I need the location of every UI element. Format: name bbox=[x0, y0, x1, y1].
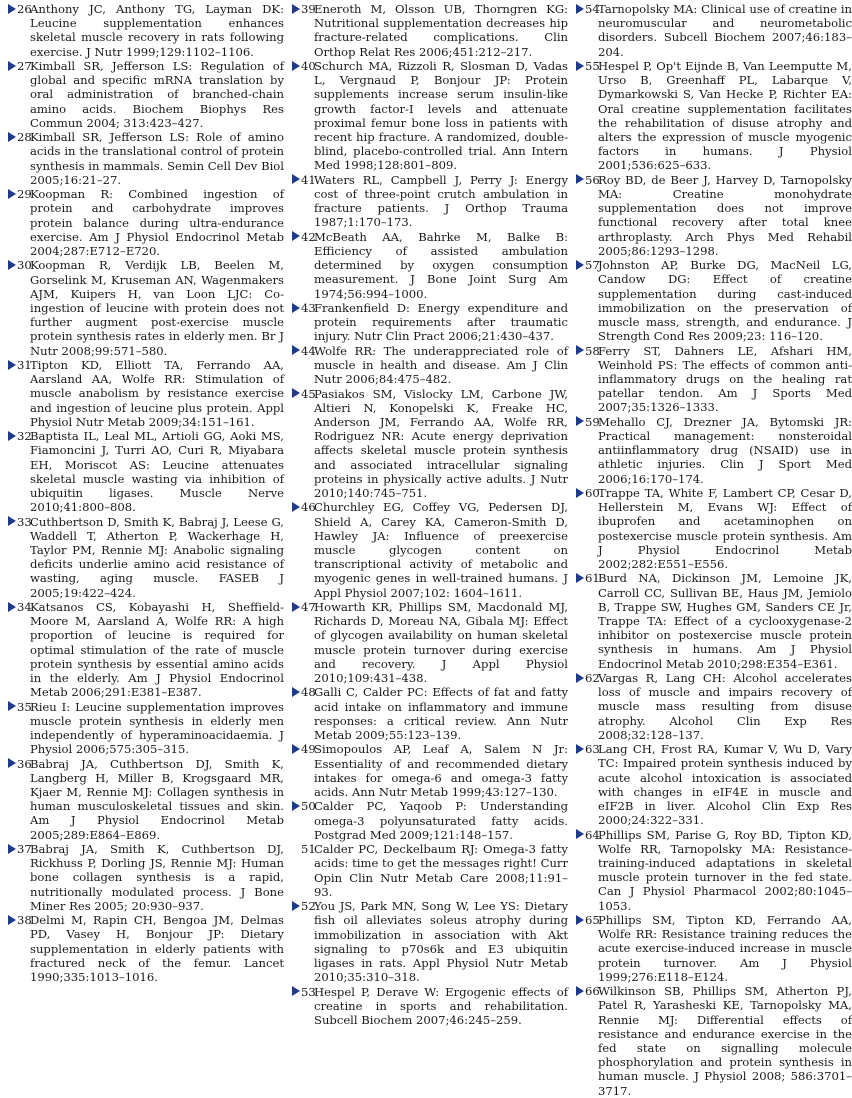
reference-text: Wilkinson SB, Phillips SM, Atherton PJ, Patel R, Yarasheski KE, Tarnopolsky MA, Rennie MJ: Differential effects of resistance and endurance exercise in the fed state on signalling molecule phosphorylation and protein synthesis in human muscle. J Physiol 2008; 586:3701–3717. bbox=[598, 984, 852, 1098]
reference-text: Howarth KR, Phillips SM, Macdonald MJ, Richards D, Moreau NA, Gibala MJ: Effect of glycogen availability on human skeletal muscle protein turnover during exercise and recovery. J Appl Physiol 2010;109:431–438. bbox=[314, 600, 568, 686]
reference-marker[interactable] bbox=[8, 600, 30, 614]
link-arrow-icon[interactable] bbox=[576, 744, 584, 754]
reference-number: 56 bbox=[585, 172, 600, 187]
link-arrow-icon[interactable] bbox=[576, 4, 584, 14]
reference-marker[interactable] bbox=[292, 742, 314, 756]
reference-number: 45 bbox=[301, 386, 316, 401]
reference-number: 37 bbox=[17, 842, 32, 857]
link-arrow-icon[interactable] bbox=[8, 915, 16, 925]
reference-number: 54 bbox=[585, 2, 600, 16]
reference-number: 62 bbox=[585, 671, 600, 686]
reference-item bbox=[292, 2, 568, 59]
reference-marker bbox=[292, 842, 314, 856]
reference-marker[interactable] bbox=[8, 187, 30, 201]
reference-marker[interactable] bbox=[576, 344, 598, 358]
reference-item bbox=[8, 913, 284, 984]
reference-marker[interactable] bbox=[292, 500, 314, 514]
reference-text: Calder PC, Yaqoob P: Understanding omega-3 polyunsaturated fatty acids. Postgrad Med 2009;121:148–157. bbox=[314, 799, 568, 842]
reference-number: 50 bbox=[301, 799, 316, 814]
reference-text: Phillips SM, Parise G, Roy BD, Tipton KD, Wolfe RR, Tarnopolsky MA: Resistance-training-induced adaptations in skeletal muscle protein turnover in the fed state. Can J Physiol Pharmacol 2002;80:1045–1053. bbox=[598, 827, 852, 913]
reference-marker[interactable] bbox=[8, 913, 30, 927]
reference-text: Galli C, Calder PC: Effects of fat and fatty acid intake on inflammatory and immune responses: a critical review. Ann Nutr Metab 2009;55:123–139. bbox=[314, 685, 568, 743]
reference-number: 60 bbox=[585, 486, 600, 501]
reference-number: 55 bbox=[585, 59, 600, 73]
reference-text: Roy BD, de Beer J, Harvey D, Tarnopolsky MA: Creatine monohydrate supplementation does not improve functional recovery after total knee arthroplasty. Arch Phys Med Rehabil 2005;86:1293–1298. bbox=[598, 172, 852, 258]
reference-number: 28 bbox=[17, 130, 32, 145]
reference-marker[interactable] bbox=[8, 59, 30, 73]
reference-marker[interactable] bbox=[8, 757, 30, 771]
reference-text: Lang CH, Frost RA, Kumar V, Wu D, Vary TC: Impaired protein synthesis induced by acute alcohol intoxication is associated with changes in eIF4E in muscle and eIF2B in liver. Alcohol Clin Exp Res 2000;24:322–331. bbox=[598, 742, 852, 828]
reference-marker[interactable] bbox=[8, 700, 30, 714]
reference-text: Calder PC, Deckelbaum RJ: Omega-3 fatty acids: time to get the messages right! Curr Opin Clin Nutr Metab Care 2008;11:91–93. bbox=[314, 842, 568, 899]
reference-number: 46 bbox=[301, 500, 316, 515]
link-arrow-icon[interactable] bbox=[576, 673, 584, 683]
reference-item bbox=[292, 173, 568, 230]
reference-item bbox=[8, 2, 284, 59]
reference-item bbox=[8, 842, 284, 913]
reference-marker[interactable] bbox=[292, 59, 314, 73]
link-arrow-icon[interactable] bbox=[576, 829, 584, 839]
link-arrow-icon[interactable] bbox=[8, 602, 16, 612]
reference-text: Anthony JC, Anthony TG, Layman DK: Leucine supplementation enhances skeletal muscle recovery in rats following exercise. J Nutr 1999;129:1102–1106. bbox=[30, 2, 284, 59]
reference-marker[interactable] bbox=[576, 671, 598, 685]
reference-item bbox=[292, 230, 568, 301]
reference-number: 42 bbox=[301, 229, 316, 244]
reference-item bbox=[292, 985, 568, 1028]
reference-text: McBeath AA, Bahrke M, Balke B: Efficiency of assisted ambulation determined by oxygen consumption measurement. J Bone Joint Surg Am 1974;56:994–1000. bbox=[314, 229, 568, 301]
reference-item bbox=[292, 899, 568, 984]
link-arrow-icon[interactable] bbox=[292, 303, 300, 313]
reference-marker[interactable] bbox=[576, 984, 598, 998]
reference-marker[interactable] bbox=[8, 429, 30, 443]
reference-marker[interactable] bbox=[8, 2, 30, 16]
reference-item bbox=[8, 59, 284, 130]
reference-number: 36 bbox=[17, 756, 32, 771]
reference-marker[interactable] bbox=[292, 899, 314, 913]
reference-number: 41 bbox=[301, 172, 316, 187]
reference-number: 34 bbox=[17, 600, 32, 615]
reference-marker[interactable] bbox=[292, 799, 314, 813]
reference-marker[interactable] bbox=[576, 173, 598, 187]
reference-item bbox=[292, 387, 568, 501]
reference-marker[interactable] bbox=[292, 685, 314, 699]
link-arrow-icon[interactable] bbox=[292, 61, 300, 71]
reference-marker[interactable] bbox=[8, 515, 30, 529]
link-arrow-icon[interactable] bbox=[576, 345, 584, 355]
reference-text: Tarnopolsky MA: Clinical use of creatine in neuromuscular and neurometabolic disorders. Subcell Biochem 2007;46:183–204. bbox=[598, 2, 852, 59]
reference-marker[interactable] bbox=[8, 130, 30, 144]
link-arrow-icon[interactable] bbox=[292, 986, 300, 996]
reference-marker[interactable] bbox=[292, 985, 314, 999]
reference-item bbox=[576, 571, 852, 670]
reference-text: Wolfe RR: The underappreciated role of muscle in health and disease. Am J Clin Nutr 2006;84:475–482. bbox=[314, 343, 568, 387]
reference-number: 49 bbox=[301, 742, 316, 757]
reference-number: 52 bbox=[301, 899, 316, 914]
reference-item bbox=[576, 828, 852, 913]
reference-item bbox=[292, 842, 568, 899]
reference-number: 61 bbox=[585, 571, 600, 586]
reference-text: Eneroth M, Olsson UB, Thorngren KG: Nutritional supplementation decreases hip fracture-related complications. Clin Orthop Relat Res 2006;451:212–217. bbox=[314, 2, 568, 59]
reference-number: 48 bbox=[301, 685, 316, 700]
link-arrow-icon[interactable] bbox=[8, 516, 16, 526]
reference-text: Hespel P, Derave W: Ergogenic effects of creatine in sports and rehabilitation. Subcell Biochem 2007;46:245–259. bbox=[314, 984, 568, 1028]
reference-number: 53 bbox=[301, 984, 316, 999]
link-arrow-icon[interactable] bbox=[8, 360, 16, 370]
link-arrow-icon[interactable] bbox=[8, 758, 16, 768]
reference-item bbox=[576, 2, 852, 59]
reference-text: Baptista IL, Leal ML, Artioli GG, Aoki MS, Fiamoncini J, Turri AO, Curi R, Miyabara EH, Moriscot AS: Leucine attenuates skeletal muscle wasting via inhibition of ubiquitin ligases. Muscle Nerve 2010;41:800–808. bbox=[30, 429, 284, 515]
reference-number: 43 bbox=[301, 301, 316, 316]
reference-marker[interactable] bbox=[292, 301, 314, 315]
reference-number: 32 bbox=[17, 429, 32, 444]
reference-column-left bbox=[8, 2, 284, 1026]
link-arrow-icon[interactable] bbox=[292, 687, 300, 697]
reference-number: 33 bbox=[17, 514, 32, 529]
reference-item bbox=[8, 515, 284, 600]
reference-marker[interactable] bbox=[576, 828, 598, 842]
reference-item bbox=[8, 258, 284, 357]
reference-marker[interactable] bbox=[576, 571, 598, 585]
reference-item bbox=[8, 130, 284, 187]
reference-number: 65 bbox=[585, 913, 600, 928]
reference-number: 59 bbox=[585, 414, 600, 429]
link-arrow-icon[interactable] bbox=[576, 174, 584, 184]
reference-list-page bbox=[8, 2, 852, 1098]
reference-item bbox=[292, 600, 568, 685]
link-arrow-icon[interactable] bbox=[8, 701, 16, 711]
reference-text: Delmi M, Rapin CH, Bengoa JM, Delmas PD, Vasey H, Bonjour JP: Dietary supplementation in elderly patients with fractured neck of the femur. Lancet 1990;335:1013–1016. bbox=[30, 913, 284, 985]
reference-text: Koopman R: Combined ingestion of protein and carbohydrate improves protein balance during ultra-endurance exercise. Am J Physiol Endocrinol Metab 2004;287:E712–E720. bbox=[30, 187, 284, 259]
link-arrow-icon[interactable] bbox=[576, 986, 584, 996]
reference-item bbox=[576, 258, 852, 343]
reference-marker[interactable] bbox=[576, 59, 598, 73]
link-arrow-icon[interactable] bbox=[292, 901, 300, 911]
reference-text: Babraj JA, Smith K, Cuthbertson DJ, Rickhuss P, Dorling JS, Rennie MJ: Human bone collagen synthesis is a rapid, nutritionally modulated process. J Bone Miner Res 2005; 20:930–937. bbox=[30, 842, 284, 913]
link-arrow-icon[interactable] bbox=[576, 915, 584, 925]
reference-item bbox=[8, 429, 284, 514]
reference-text: Phillips SM, Tipton KD, Ferrando AA, Wolfe RR: Resistance training reduces the acute exercise-induced increase in muscle protein turnover. Am J Physiol 1999;276:E118–E124. bbox=[598, 913, 852, 984]
reference-number: 35 bbox=[17, 699, 32, 714]
reference-item bbox=[576, 173, 852, 258]
reference-number: 64 bbox=[585, 827, 600, 842]
reference-column-middle bbox=[292, 2, 568, 1026]
link-arrow-icon[interactable] bbox=[8, 260, 16, 270]
reference-item bbox=[8, 757, 284, 842]
reference-marker[interactable] bbox=[292, 387, 314, 401]
reference-text: Churchley EG, Coffey VG, Pedersen DJ, Shield A, Carey KA, Cameron-Smith D, Hawley JA: Influence of preexercise muscle glycogen content on transcriptional activity of metabolic and myogenic genes in well-trained humans. J Appl Physiol 2007;102: 1604–1611. bbox=[314, 500, 568, 600]
reference-marker[interactable] bbox=[576, 742, 598, 756]
reference-item bbox=[576, 344, 852, 415]
link-arrow-icon[interactable] bbox=[292, 502, 300, 512]
reference-marker[interactable] bbox=[292, 173, 314, 187]
link-arrow-icon[interactable] bbox=[292, 174, 300, 184]
link-arrow-icon[interactable] bbox=[8, 189, 16, 199]
reference-number: 47 bbox=[301, 600, 316, 615]
reference-marker[interactable] bbox=[292, 2, 314, 16]
blank-marker-icon bbox=[292, 844, 300, 854]
reference-marker[interactable] bbox=[576, 415, 598, 429]
reference-marker[interactable] bbox=[8, 842, 30, 856]
reference-text: Schurch MA, Rizzoli R, Slosman D, Vadas L, Vergnaud P, Bonjour JP: Protein supplements increase serum insulin-like growth factor-I levels and attenuate proximal femur bone loss in patients with recent hip fracture. A randomized, double-blind, placebo-controlled trial. Ann Intern Med 1998;128:801–809. bbox=[314, 59, 568, 173]
reference-item bbox=[576, 59, 852, 173]
reference-item bbox=[576, 415, 852, 486]
link-arrow-icon[interactable] bbox=[576, 61, 584, 71]
reference-text: Johnston AP, Burke DG, MacNeil LG, Candow DG: Effect of creatine supplementation during cast-induced immobilization on the preservation of muscle mass, strength, and endurance. J Strength Cond Res 2009;23: 116–120. bbox=[598, 258, 852, 344]
link-arrow-icon[interactable] bbox=[292, 744, 300, 754]
reference-item bbox=[292, 344, 568, 387]
reference-item bbox=[292, 500, 568, 599]
reference-number: 63 bbox=[585, 742, 600, 757]
reference-item bbox=[8, 358, 284, 429]
link-arrow-icon[interactable] bbox=[8, 132, 16, 142]
reference-text: Trappe TA, White F, Lambert CP, Cesar D, Hellerstein M, Evans WJ: Effect of ibuprofen and acetaminophen on postexercise muscle protein synthesis. Am J Physiol Endocrinol Metab 2002;282:E551–E556. bbox=[598, 486, 852, 572]
reference-text: Katsanos CS, Kobayashi H, Sheffield-Moore M, Aarsland A, Wolfe RR: A high proportion of leucine is required for optimal stimulation of the rate of muscle protein synthesis by essential amino acids in the elderly. Am J Physiol Endocrinol Metab 2006;291:E381–E387. bbox=[30, 600, 284, 700]
reference-text: Frankenfield D: Energy expenditure and protein requirements after traumatic injury. Nutr Clin Pract 2006;21:430–437. bbox=[314, 301, 568, 344]
reference-text: Babraj JA, Cuthbertson DJ, Smith K, Langberg H, Miller B, Krogsgaard MR, Kjaer M, Rennie MJ: Collagen synthesis in human musculoskeletal tissues and skin. Am J Physiol Endocrinol Metab 2005;289:E864–E869. bbox=[30, 756, 284, 842]
link-arrow-icon[interactable] bbox=[8, 61, 16, 71]
link-arrow-icon[interactable] bbox=[292, 231, 300, 241]
reference-item bbox=[292, 59, 568, 173]
reference-marker[interactable] bbox=[8, 258, 30, 272]
link-arrow-icon[interactable] bbox=[576, 488, 584, 498]
reference-text: Kimball SR, Jefferson LS: Role of amino acids in the translational control of protein synthesis in mammals. Semin Cell Dev Biol 2005;16:21–27. bbox=[30, 130, 284, 187]
reference-number: 31 bbox=[17, 358, 32, 373]
reference-number: 26 bbox=[17, 2, 32, 16]
reference-text: Vargas R, Lang CH: Alcohol accelerates loss of muscle and impairs recovery of muscle mass resulting from disuse atrophy. Alcohol Clin Exp Res 2008;32:128–137. bbox=[598, 671, 852, 742]
reference-text: Cuthbertson D, Smith K, Babraj J, Leese G, Waddell T, Atherton P, Wackerhage H, Taylor PM, Rennie MJ: Anabolic signaling deficits underlie amino acid resistance of wasting, aging muscle. FASEB J 2005;19:422–424. bbox=[30, 514, 284, 600]
reference-marker[interactable] bbox=[576, 258, 598, 272]
link-arrow-icon[interactable] bbox=[292, 801, 300, 811]
reference-number: 39 bbox=[301, 2, 316, 16]
reference-marker[interactable] bbox=[292, 230, 314, 244]
reference-text: Pasiakos SM, Vislocky LM, Carbone JW, Altieri N, Konopelski K, Freake HC, Anderson JM, Ferrando AA, Wolfe RR, Rodriguez NR: Acute energy deprivation affects skeletal muscle protein synthesis and associated intracellular signaling proteins in physically active adults. J Nutr 2010;140:745–751. bbox=[314, 386, 568, 501]
reference-item bbox=[576, 671, 852, 742]
reference-item bbox=[576, 742, 852, 827]
reference-text: Mehallo CJ, Drezner JA, Bytomski JR: Practical management: nonsteroidal antiinflammatory drug (NSAID) use in athletic injuries. Clin J Sport Med 2006;16:170–174. bbox=[598, 414, 852, 486]
reference-item bbox=[8, 187, 284, 258]
reference-item bbox=[8, 700, 284, 757]
reference-marker[interactable] bbox=[576, 2, 598, 16]
reference-text: Ferry ST, Dahners LE, Afshari HM, Weinhold PS: The effects of common anti-inflammatory drugs on the healing rat patellar tendon. Am J Sports Med 2007;35:1326–1333. bbox=[598, 343, 852, 415]
reference-number: 38 bbox=[17, 913, 32, 928]
reference-number: 66 bbox=[585, 984, 600, 999]
reference-number: 51 bbox=[301, 842, 316, 857]
link-arrow-icon[interactable] bbox=[8, 4, 16, 14]
link-arrow-icon[interactable] bbox=[292, 345, 300, 355]
reference-marker[interactable] bbox=[576, 486, 598, 500]
reference-text: Burd NA, Dickinson JM, Lemoine JK, Carroll CC, Sullivan BE, Haus JM, Jemiolo B, Trappe SW, Hughes GM, Sanders CE Jr, Trappe TA: Effect of a cyclooxygenase-2 inhibitor on postexercise muscle protein synthesis in humans. Am J Physiol Endocrinol Metab 2010;298:E354–E361. bbox=[598, 571, 852, 671]
reference-text: Hespel P, Op't Eijnde B, Van Leemputte M, Urso B, Greenhaff PL, Labarque V, Dymarkowski S, Van Hecke P, Richter EA: Oral creatine supplementation facilitates the rehabilitation of disuse atrophy and alters the expression of muscle myogenic factors in humans. J Physiol 2001;536:625–633. bbox=[598, 59, 852, 173]
reference-item bbox=[576, 984, 852, 1098]
reference-number: 40 bbox=[301, 59, 316, 73]
reference-item bbox=[8, 600, 284, 699]
reference-marker[interactable] bbox=[576, 913, 598, 927]
reference-marker[interactable] bbox=[292, 344, 314, 358]
reference-item bbox=[292, 301, 568, 344]
link-arrow-icon[interactable] bbox=[576, 573, 584, 583]
reference-number: 44 bbox=[301, 343, 316, 358]
reference-text: Koopman R, Verdijk LB, Beelen M, Gorselink M, Kruseman AN, Wagenmakers AJM, Kuipers H, van Loon LJC: Co-ingestion of leucine with protein does not further augment post-exercise muscle protein synthesis rates in elderly men. Br J Nutr 2008;99:571–580. bbox=[30, 258, 284, 358]
reference-item bbox=[292, 799, 568, 842]
reference-text: Waters RL, Campbell J, Perry J: Energy cost of three-point crutch ambulation in fracture patients. J Orthop Trauma 1987;1:170–173. bbox=[314, 172, 568, 230]
reference-item bbox=[292, 685, 568, 742]
reference-marker[interactable] bbox=[292, 600, 314, 614]
reference-number: 29 bbox=[17, 187, 32, 202]
link-arrow-icon[interactable] bbox=[8, 844, 16, 854]
reference-text: Tipton KD, Elliott TA, Ferrando AA, Aarsland AA, Wolfe RR: Stimulation of muscle anabolism by resistance exercise and ingestion of leucine plus protein. Appl Physiol Nutr Metab 2009;34:151–161. bbox=[30, 358, 284, 429]
link-arrow-icon[interactable] bbox=[292, 388, 300, 398]
reference-text: Simopoulos AP, Leaf A, Salem N Jr: Essentiality of and recommended dietary intakes for omega-6 and omega-3 fatty acids. Ann Nutr Metab 1999;43:127–130. bbox=[314, 742, 568, 800]
reference-column-right bbox=[576, 2, 852, 1098]
link-arrow-icon[interactable] bbox=[8, 431, 16, 441]
link-arrow-icon[interactable] bbox=[576, 260, 584, 270]
reference-number: 57 bbox=[585, 258, 600, 273]
reference-number: 58 bbox=[585, 343, 600, 358]
reference-text: Kimball SR, Jefferson LS: Regulation of global and specific mRNA translation by oral administration of branched-chain amino acids. Biochem Biophys Res Commun 2004; 313:423–427. bbox=[30, 59, 284, 130]
reference-marker[interactable] bbox=[8, 358, 30, 372]
reference-text: Rieu I: Leucine supplementation improves muscle protein synthesis in elderly men independently of hyperaminoacidaemia. J Physiol 2006;575:305–315. bbox=[30, 699, 284, 757]
link-arrow-icon[interactable] bbox=[292, 602, 300, 612]
reference-text: You JS, Park MN, Song W, Lee YS: Dietary fish oil alleviates soleus atrophy during immobilization in association with Akt signaling to p70s6k and E3 ubiquitin ligases in rats. Appl Physiol Nutr Metab 2010;35:310–318. bbox=[314, 899, 568, 985]
link-arrow-icon[interactable] bbox=[576, 416, 584, 426]
reference-number: 27 bbox=[17, 59, 32, 73]
reference-item bbox=[576, 913, 852, 984]
link-arrow-icon[interactable] bbox=[292, 4, 300, 14]
reference-number: 30 bbox=[17, 258, 32, 273]
reference-item bbox=[292, 742, 568, 799]
reference-item bbox=[576, 486, 852, 571]
